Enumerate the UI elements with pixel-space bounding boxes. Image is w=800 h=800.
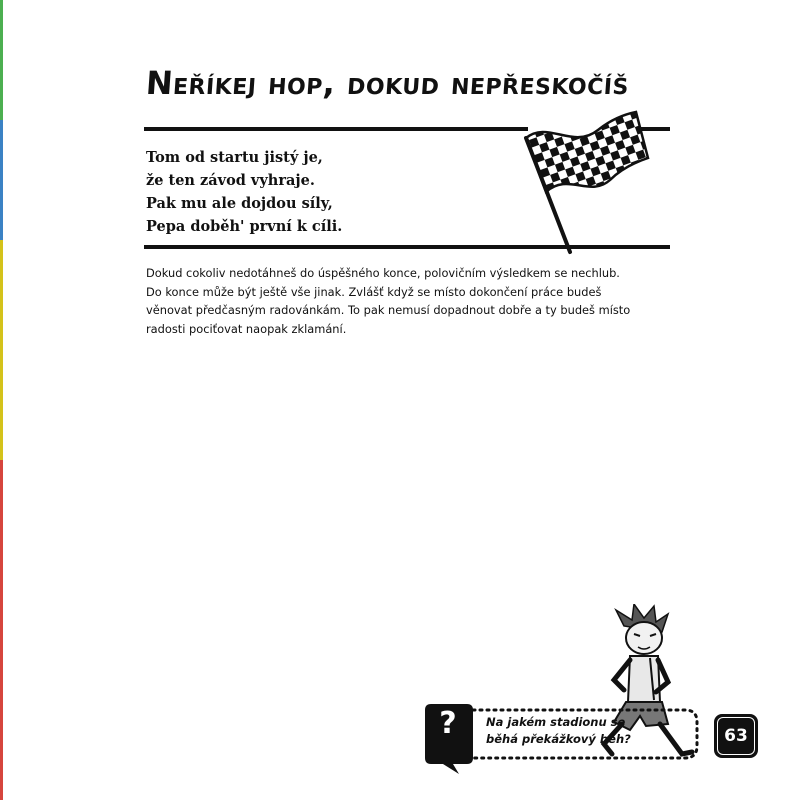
edge-mark-yellow: [0, 240, 3, 460]
body-paragraph: [146, 264, 676, 338]
page-title: Neříkej hop, dokud nepřeskočíš: [144, 64, 631, 102]
question-mark-icon: ?: [439, 706, 457, 741]
poem-line: Pak mu ale dojdou síly,: [146, 195, 333, 212]
body-line: radosti pociťovat naopak zklamání.: [146, 321, 347, 336]
body-line: Dokud cokoliv nedotáhneš do úspěšného konce, polovičním výsledkem se nechlub.: [146, 266, 620, 280]
page-number-badge: [714, 714, 758, 758]
body-line: Do konce může být ještě vše jinak. Zvlášť když se místo dokončení práce budeš: [146, 284, 602, 299]
edge-mark-green: [0, 0, 3, 120]
page-number: 63: [724, 726, 748, 746]
poem: [146, 146, 342, 238]
poem-line: Pepa doběh' první k cíli.: [146, 218, 343, 235]
question-line: Na jakém stadionu se: [486, 715, 626, 729]
poem-line: že ten závod vyhraje.: [146, 172, 315, 189]
question-text: [486, 714, 656, 748]
edge-mark-blue: [0, 120, 3, 240]
top-rule: [144, 127, 528, 131]
poem-line: Tom od startu jistý je,: [146, 149, 323, 166]
checkered-flag-icon: [518, 110, 658, 260]
question-line: běhá překážkový běh?: [486, 732, 631, 746]
body-line: věnovat předčasným radovánkám. To pak nemusí dopadnout dobře a ty budeš místo: [146, 303, 631, 317]
edge-mark-red: [0, 460, 3, 800]
